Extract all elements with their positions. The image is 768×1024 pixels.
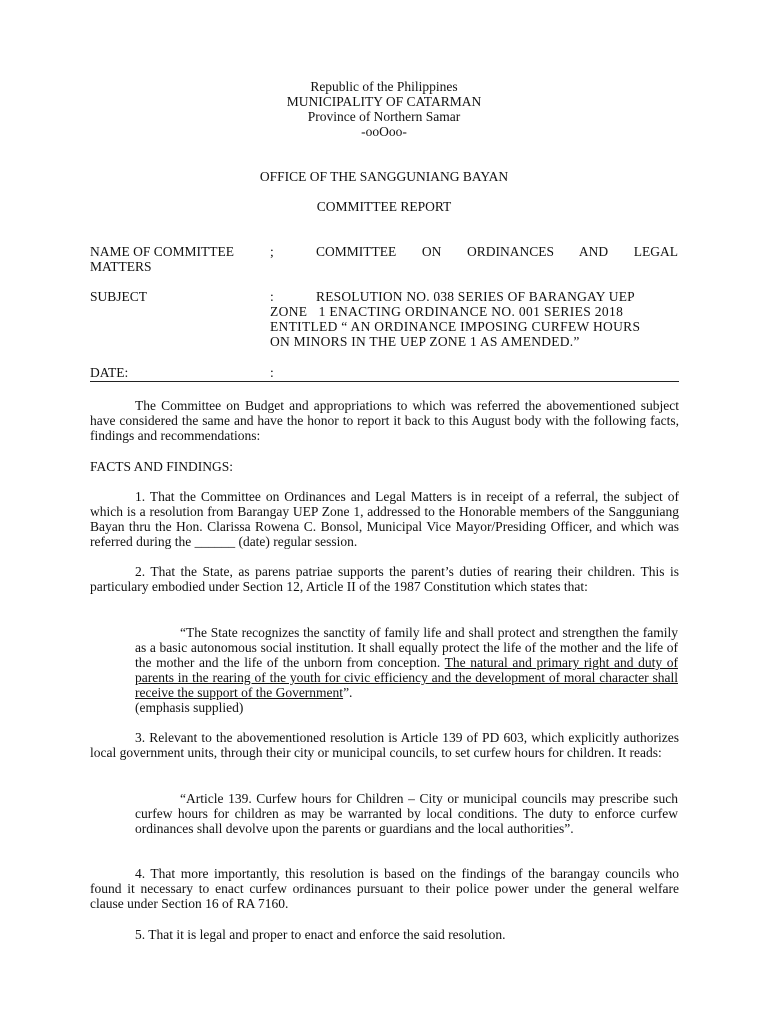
committee-label: NAME OF COMMITTEE: [90, 244, 234, 259]
header-republic: Republic of the Philippines: [310, 79, 458, 94]
facts-heading: FACTS AND FINDINGS:: [90, 459, 234, 474]
header-province: Province of Northern Samar: [307, 109, 461, 124]
quote-emphasis: The natural and primary right and duty of parents in the rearing of the youth for civic efficiency and the development of moral character shall receive the support of the Government: [135, 655, 678, 700]
committee-word: LEGAL: [633, 244, 679, 259]
subject-value-line: ENTITLED “ AN ORDINANCE IMPOSING CURFEW HOURS: [270, 319, 641, 334]
committee-word: COMMITTEE: [316, 244, 397, 259]
committee-word: ORDINANCES: [467, 244, 555, 259]
finding-paragraph-2: 2. That the State, as parens patriae supports the parent’s duties of rearing their children. This is particulary embodied under Section 12, Article II of the 1987 Constitution which states that:: [90, 564, 679, 594]
horizontal-rule: [90, 381, 679, 382]
subject-value-line: ON MINORS IN THE UEP ZONE 1 AS AMENDED.”: [270, 334, 580, 349]
header-municipality: MUNICIPALITY OF CATARMAN: [286, 94, 482, 109]
date-separator: :: [270, 365, 274, 380]
pd603-quote: “Article 139. Curfew hours for Children – City or municipal councils may prescribe such curfew hours for children as may be warranted by local conditions. The duty to enforce curfew ordinances shall devolve upon the parents or guardians and the local authorities”.: [135, 791, 678, 836]
finding-paragraph-1: 1. That the Committee on Ordinances and Legal Matters is in receipt of a referral, the subject of which is a resolution from Barangay UEP Zone 1, addressed to the Honorable members of the Sangguniang Bayan thru the Hon. Clarissa Rowena C. Bonsol, Municipal Vice Mayor/Presiding Officer, and which was referred during the ______ (date) regular session.: [90, 489, 679, 549]
committee-separator: ;: [270, 244, 274, 259]
intro-paragraph: The Committee on Budget and appropriations to which was referred the abovementioned subject have considered the same and have the honor to report it back to this August body with the following facts, findings and recommendations:: [90, 398, 679, 443]
committee-value: [316, 244, 678, 259]
committee-label-continued: MATTERS: [90, 259, 152, 274]
constitution-quote: [135, 625, 678, 700]
date-label: DATE:: [90, 365, 129, 380]
committee-word: AND: [578, 244, 609, 259]
subject-label: SUBJECT: [90, 289, 148, 304]
subject-value-line: ZONE 1 ENACTING ORDINANCE NO. 001 SERIES 2018: [270, 304, 624, 319]
finding-paragraph-4: 4. That more importantly, this resolution is based on the findings of the barangay councils who found it necessary to enact curfew ordinances pursuant to their police power under the general welfare clause under Section 16 of RA 7160.: [90, 866, 679, 911]
emphasis-note: (emphasis supplied): [135, 700, 244, 715]
office-title: OFFICE OF THE SANGGUNIANG BAYAN: [259, 169, 509, 184]
report-title: COMMITTEE REPORT: [316, 199, 452, 214]
header-ornament: -ooOoo-: [361, 124, 407, 139]
finding-paragraph-3: 3. Relevant to the abovementioned resolution is Article 139 of PD 603, which explicitly authorizes local government units, through their city or municipal councils, to set curfew hours for children. It reads:: [90, 730, 679, 760]
subject-value-line: RESOLUTION NO. 038 SERIES OF BARANGAY UEP: [316, 289, 635, 304]
quote-closing: ”.: [343, 685, 353, 700]
committee-word: ON: [421, 244, 442, 259]
quote-text: “The State recognizes the sanctity of family life and shall protect and strengthen the family as a basic autonomous social institution. It shall equally protect the life of the mother and the life of the mother and the life of the unborn from conception.: [135, 625, 678, 670]
finding-paragraph-5: 5. That it is legal and proper to enact and enforce the said resolution.: [135, 927, 506, 942]
subject-separator: :: [270, 289, 274, 304]
